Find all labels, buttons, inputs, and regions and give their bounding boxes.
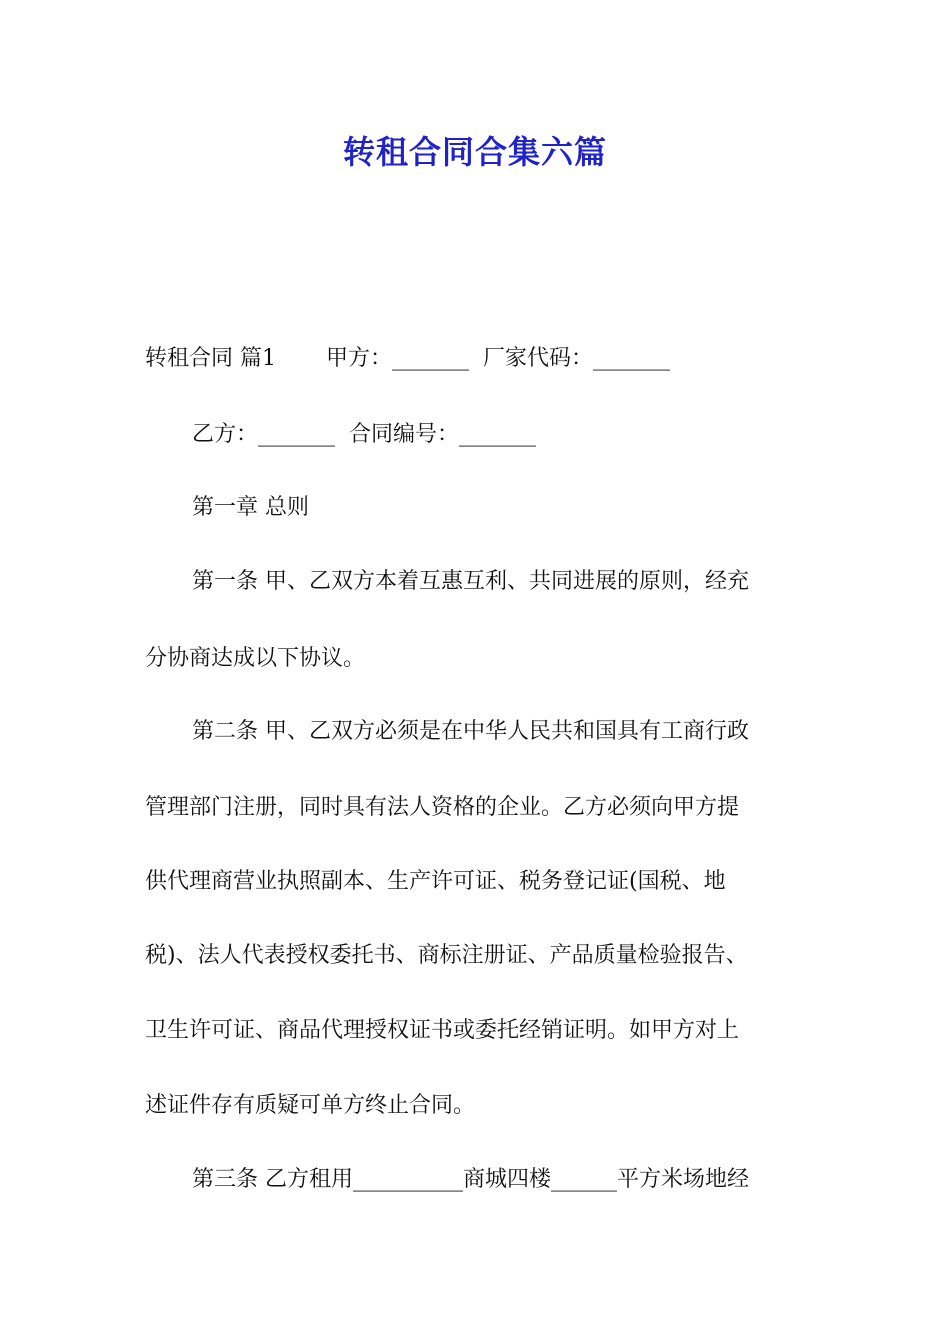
document-title: 转租合同合集六篇 [342,133,607,171]
article2-line-5: 卫生许可证、商品代理授权证书或委托经销证明。如甲方对上 [145,1018,740,1043]
article2-line-2: 管理部门注册，同时具有法人资格的企业。乙方必须向甲方提 [145,795,740,820]
contract-header-line [145,344,670,374]
contract-heading: 转租合同 篇1 [145,346,276,371]
contract-number-field: 合同编号：_______ [349,422,537,447]
article1-line-1: 第一条 甲、乙双方本着互惠互利、共同进展的原则，经充 [192,569,749,594]
chapter-heading: 第一章 总则 [192,495,309,520]
party-b-line [192,420,536,450]
article2-line-3: 供代理商营业执照副本、生产许可证、税务登记证(国税、地 [145,869,726,894]
article2-line-1: 第二条 甲、乙双方必须是在中华人民共和国具有工商行政 [192,719,749,744]
party-a-field: 甲方：_______ [326,346,470,371]
article2-line-4: 税)、法人代表授权委托书、商标注册证、产品质量检验报告、 [145,943,748,968]
party-b-field: 乙方：_______ [192,422,336,447]
article3-line-1: 第三条 乙方租用__________商城四楼______平方米场地经 [192,1167,749,1192]
article1-line-2: 分协商达成以下协议。 [145,646,366,671]
factory-code-field: 厂家代码：_______ [483,346,671,371]
article2-line-6: 述证件存有质疑可单方终止合同。 [145,1093,476,1118]
